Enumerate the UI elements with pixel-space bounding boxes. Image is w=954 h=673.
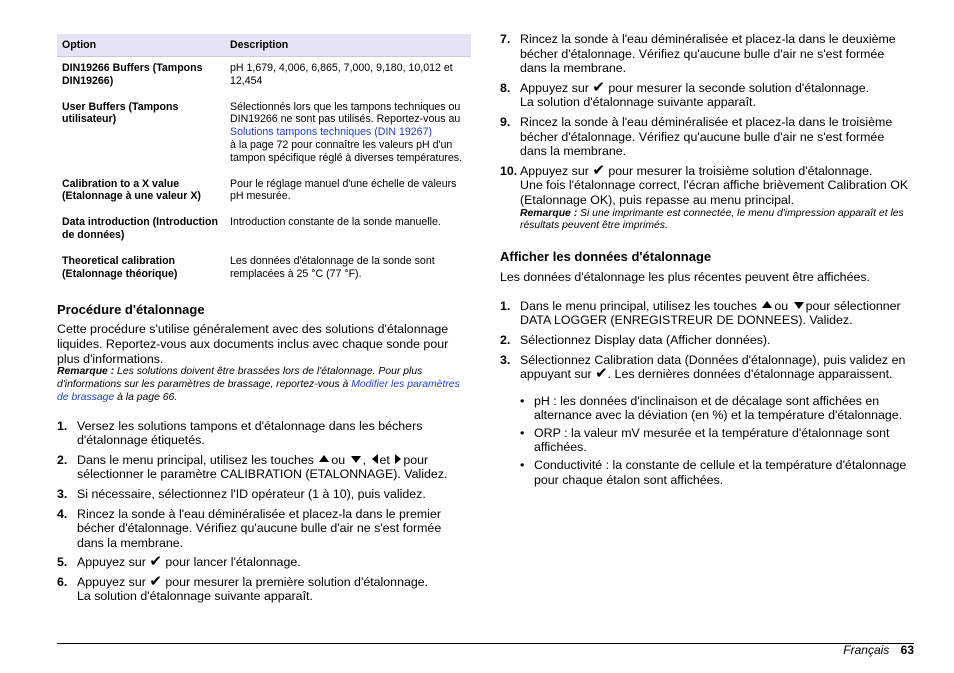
calibration-data-bullets xyxy=(500,394,914,488)
table-row xyxy=(57,172,471,211)
procedure-steps-list xyxy=(57,419,471,605)
check-icon: ✔ xyxy=(595,365,608,383)
check-icon: ✔ xyxy=(149,553,162,571)
table-row xyxy=(57,57,471,96)
list-item: • ORP : la valeur mV mesurée et la température d'étalonnage sont affichées. xyxy=(520,425,890,455)
display-data-heading: Afficher les données d'étalonnage xyxy=(500,249,712,265)
description-cell xyxy=(225,95,471,172)
table-header-option: Option xyxy=(57,34,225,57)
footer-language: Français xyxy=(843,643,890,657)
option-cell: DIN19266 Buffers (Tampons DIN19266) xyxy=(57,57,225,96)
note-label: Remarque : xyxy=(57,366,115,378)
table-row xyxy=(57,249,471,288)
note-text: à la page 66. xyxy=(114,391,178,403)
description-cell: Les données d'étalonnage de la sonde sont remplacées à 25 °C (77 °F). xyxy=(225,249,471,288)
display-data-intro: Les données d'étalonnage les plus récentes peuvent être affichées. xyxy=(500,270,870,285)
check-icon: ✔ xyxy=(149,572,162,590)
up-arrow-icon xyxy=(319,455,329,462)
procedure-intro: Cette procédure s'utilise généralement avec des solutions d'étalonnage liquides. Reportez-vous aux documents inclus avec chaque sonde pour plus d'informations. xyxy=(57,322,449,366)
description-text: à la page 72 pour connaître les valeurs pH d'un tampon spécifique réglé à diverses températures. xyxy=(230,138,463,164)
option-cell: Theoretical calibration (Etalonnage théorique) xyxy=(57,249,225,288)
step-10-note: Remarque : Si une imprimante est connectée, le menu d'impression apparaît et les résultats peuvent être imprimés. xyxy=(520,207,904,232)
list-item: 10. Appuyez sur ✔ pour mesurer la troisième solution d'étalonnage. Une fois l'étalonnage correct, l'écran affiche brièvement Calibration OK (Etalonnage OK), puis repasse au menu principal. Remarque : Si une imprimante est connectée, le menu d'impression apparaît et les résultats peuvent être imprimés. xyxy=(500,164,914,233)
bullet-icon: • xyxy=(520,425,525,440)
description-cell: pH 1,679, 4,006, 6,865, 7,000, 9,180, 10,012 et 12,454 xyxy=(225,57,471,96)
list-item: 7. Rincez la sonde à l'eau déminéralisée et placez-la dans le deuxième bécher d'étalonnage. Vérifiez qu'aucune bulle d'air ne s'est formée dans la membrane. xyxy=(500,32,896,76)
right-arrow-icon xyxy=(395,454,401,464)
table-row xyxy=(57,211,471,250)
list-item: 4. Rincez la sonde à l'eau déminéralisée et placez-la dans le premier bécher d'étalonnage. Vérifiez qu'aucune bulle d'air ne s'est formée dans la membrane. xyxy=(57,506,442,550)
footer-divider xyxy=(57,643,914,644)
list-item: 2. Dans le menu principal, utilisez les touches ou , et pour sélectionner le paramètre CALIBRATION (ETALONNAGE). Validez. xyxy=(57,452,448,482)
table-row xyxy=(57,95,471,172)
buffer-solutions-link[interactable]: Solutions tampons techniques (DIN 19267) xyxy=(230,126,432,139)
list-item: 2. Sélectionnez Display data (Afficher données). xyxy=(500,332,771,347)
up-arrow-icon xyxy=(762,301,772,308)
stirring-settings-link[interactable]: Modifier les paramètres de brassage xyxy=(57,378,460,403)
list-item: 9. Rincez la sonde à l'eau déminéralisée et placez-la dans le troisième bécher d'étalonnage. Vérifiez qu'aucune bulle d'air ne s'est formée dans la membrane. xyxy=(500,114,893,159)
options-table xyxy=(57,34,471,288)
option-cell: Data introduction (Introduction de données) xyxy=(57,211,225,250)
bullet-icon: • xyxy=(520,458,525,473)
right-column xyxy=(500,32,914,487)
check-icon: ✔ xyxy=(592,161,605,179)
list-item: 8. Appuyez sur ✔ pour mesurer la seconde solution d'étalonnage. La solution d'étalonnage suivante apparaît. xyxy=(500,78,870,110)
left-arrow-icon xyxy=(372,454,378,464)
list-item: 1. Dans le menu principal, utilisez les touches ou pour sélectionner DATA LOGGER (ENREGISTREUR DE DONNEES). Validez. xyxy=(500,298,901,328)
list-item: 6. Appuyez sur ✔ pour mesurer la première solution d'étalonnage. La solution d'étalonnage suivante apparaît. xyxy=(57,572,429,604)
bullet-icon: • xyxy=(520,393,525,408)
list-item: 3. Si nécessaire, sélectionnez l'ID opérateur (1 à 10), puis validez. xyxy=(57,486,426,501)
procedure-heading: Procédure d'étalonnage xyxy=(57,302,205,318)
left-column xyxy=(57,34,471,604)
page-number: 63 xyxy=(900,643,914,657)
down-arrow-icon xyxy=(351,456,361,463)
procedure-steps-list-continued xyxy=(500,32,914,233)
table-header-description: Description xyxy=(225,34,471,57)
option-cell: Calibration to a X value (Etalonnage à une valeur X) xyxy=(57,172,225,211)
table-header-row xyxy=(57,34,471,57)
list-item: • Conductivité : la constante de cellule et la température d'étalonnage pour chaque étalon sont affichées. xyxy=(520,458,907,487)
procedure-note xyxy=(57,366,471,404)
list-item: 3. Sélectionnez Calibration data (Données d'étalonnage), puis validez en appuyant sur ✔. Les dernières données d'étalonnage apparaissent. xyxy=(500,352,906,383)
note-label: Remarque : xyxy=(520,207,578,219)
list-item: • pH : les données d'inclinaison et de décalage sont affichées en alternance avec la déviation (en %) et la température d'étalonnage. xyxy=(520,393,903,423)
page-footer xyxy=(843,643,914,657)
description-text: Sélectionnés lors que les tampons techniques ou DIN19266 ne sont pas utilisés. Reportez-vous au xyxy=(230,100,461,126)
list-item: 5. Appuyez sur ✔ pour lancer l'étalonnage. xyxy=(57,553,301,571)
list-item: 1. Versez les solutions tampons et d'étalonnage dans les béchers d'étalonnage étiquetés. xyxy=(57,418,423,448)
option-cell: User Buffers (Tampons utilisateur) xyxy=(57,95,225,172)
display-steps-list xyxy=(500,299,914,382)
description-cell: Pour le réglage manuel d'une échelle de valeurs pH mesurée. xyxy=(225,172,471,211)
check-icon: ✔ xyxy=(592,78,605,96)
note-text: Les solutions doivent être brassées lors de l'étalonnage. Pour plus d'informations sur les paramètres de brassage, reportez-vous à xyxy=(57,366,423,390)
description-cell: Introduction constante de la sonde manuelle. xyxy=(225,211,471,250)
down-arrow-icon xyxy=(794,302,804,309)
